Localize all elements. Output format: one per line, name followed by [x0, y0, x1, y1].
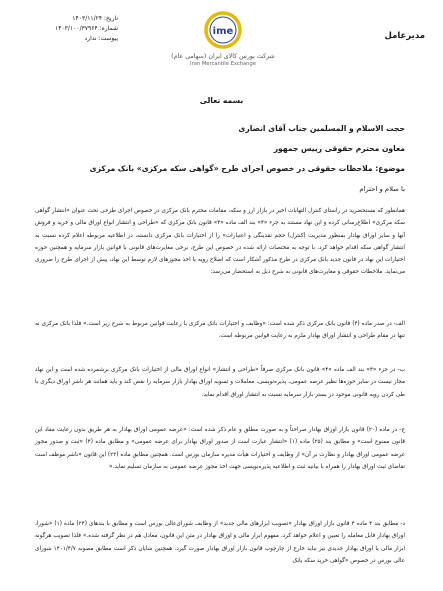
- greeting: با سلام و احترام: [359, 185, 405, 193]
- letter-attachment: پیوست: ندارد: [84, 35, 118, 42]
- body-paragraph-c: ج- در ماده (۲۰) قانون بازار اوراق بهادار صراحتاً و به صورت مطلق و عام ذکر شده است: «عرضه عمومی اوراق بهادار به هر طریق بدون رعایت مفاد این قانون ممنوع است» و مطابق بند (۲۵) ماده (۱) «انتشار عبارت است از صدور اوراق بهادار برای عرضه عمومی» و مطابق ماده (۴) «ثبت و صدور مجوز عرضه عمومی اوراق بهادار و نظارت بر آن» از وظایف و اختیارات هیأت مدیره سازمان بورس است. همچنین مطابق ماده (۲۲) این قانون «ناشر موظف است تقاضای ثبت اوراق بهادار را همراه با بیانیه ثبت و اطلاعیه پذیره‌نویسی جهت اخذ مجوز عرضه عمومی به سازمان تسلیم نماید.»: [35, 427, 406, 470]
- body-paragraph-b: ب- در جزء «۴» بند الف ماده «۴» قانون بانک مرکزی صرفاً «طراحی و انتشار» انواع اوراق مالی از اختیارات بانک مرکزی برشمرده شده است و این نهاد مجاز نیست در سایر حوزه‌ها نظیر عرضه عمومی، پذیره‌نویسی، معاملات و تسویه اوراق بهادار بازار سرمایه را نقض کند و باید همانند هر ناشر اوراق دیگری با طی کردن رویه قانونی موجود در بستر بازار سرمایه نسبت به انتشار اوراق اقدام نماید.: [35, 367, 406, 398]
- addressee-title: معاون محترم حقوقی رییس جمهور: [273, 144, 405, 153]
- company-name-en: Iran Mercantile Exchange: [190, 61, 256, 67]
- company-name-fa: شرکت بورس کالای ایران (سهامی عام): [171, 53, 275, 60]
- ime-logo-icon: [195, 10, 251, 50]
- letter-date: تاریخ: ۱۴۰۳/۱۱/۲۴: [72, 15, 118, 22]
- letter-subject: موضوع: ملاحظات حقوقی در خصوص اجرای طرح «گواهی سکه مرکزی» بانک مرکزی: [89, 164, 405, 173]
- letter-number: شماره: ۱۴۰۳/۱۰۰/۳۷۹۶۴: [54, 25, 118, 32]
- company-logo: [158, 10, 288, 72]
- letter-meta: [18, 14, 118, 44]
- body-paragraph-intro: همانطور که مستحضرید در راستای کنترل التهابات اخیر در بازار ارز و سکه، مقامات محترم بانک مرکزی در خصوص اجرای طرحی تحت عنوان «انتشار گواهی سکه مرکزی» اطلاع‌رسانی کرده و این نهاد مستند به جزء «۴» بند الف ماده «۴» قانون بانک مرکزی که «طراحی و انتشار انواع اوراق مالی و خرید و فروش آنها و سایر اوراق بهادار بمنظور مدیریت (کنترل) حجم نقدینگی و اعتبارات» را از اختیارات بانک مرکزی دانسته، در اطلاعیه مربوطه اعلام کرده نسبت به انتشار گواهی سکه اقدام خواهد کرد. با توجه به مختصات ارائه شده در خصوص این طرح، برخی مغایرت‌های قانونی با قوانین بازار سرمایه و همچنین حوزه اختیارات این نهاد در قانون جدید بانک مرکزی در طرح مذکور آشکار است که اصلاح رویه یا اخذ مجوزهای لازم توسط این نهاد، پیش از اجرای طرح را ضروری می‌نماید. ملاحظات حقوقی و مغایرت‌های قانونی به شرح ذیل به استحضار می‌رسد:: [35, 208, 406, 276]
- signatory-title: مدیرعامل: [384, 31, 425, 41]
- svg-text:ime: ime: [212, 26, 234, 37]
- body-paragraph-a: الف- در صدر ماده (۴) قانون بانک مرکزی ذکر شده است: «وظایف و اختیارات بانک مرکزی با رعایت قوانین مربوط به شرح زیر است.» فلذا بانک مرکزی نه تنها در مقام طراحی و انتشار اوراق بهادار ملزم به رعایت قوانین مربوطه است.: [35, 321, 405, 340]
- body-paragraph-d: د- مطابق بند ۴ ماده ۴ قانون بازار اوراق بهادار «تصویب ابزارهای مالی جدید» از وظایف شورای‌عالی بورس است و مطابق با بندهای (۲۴) ماده (۱) «شورا، اوراق بهادار قابل معامله را تعیین و اعلام خواهد کرد. مفهوم ابزار مالی و اوراق بهادار در متن این قانون، معادل هم در نظر گرفته شده.» فلذا تصویب هرگونه ابزار مالی یا اوراق بهادار جدیدی نیز نباید خارج از چارچوب قانون بازار اوراق بهادار صورت گیرد. همچنین شایان ذکر است مطابق مصوبه ۱۴۰۱/۴/۷ شورای عالی بورس در خصوص «گواهی خرید سکه بانک: [35, 521, 405, 564]
- addressee-name: حجت الاسلام و المسلمین جناب آقای انصاری: [238, 124, 405, 133]
- bismillah: بسمه تعالی: [199, 96, 244, 105]
